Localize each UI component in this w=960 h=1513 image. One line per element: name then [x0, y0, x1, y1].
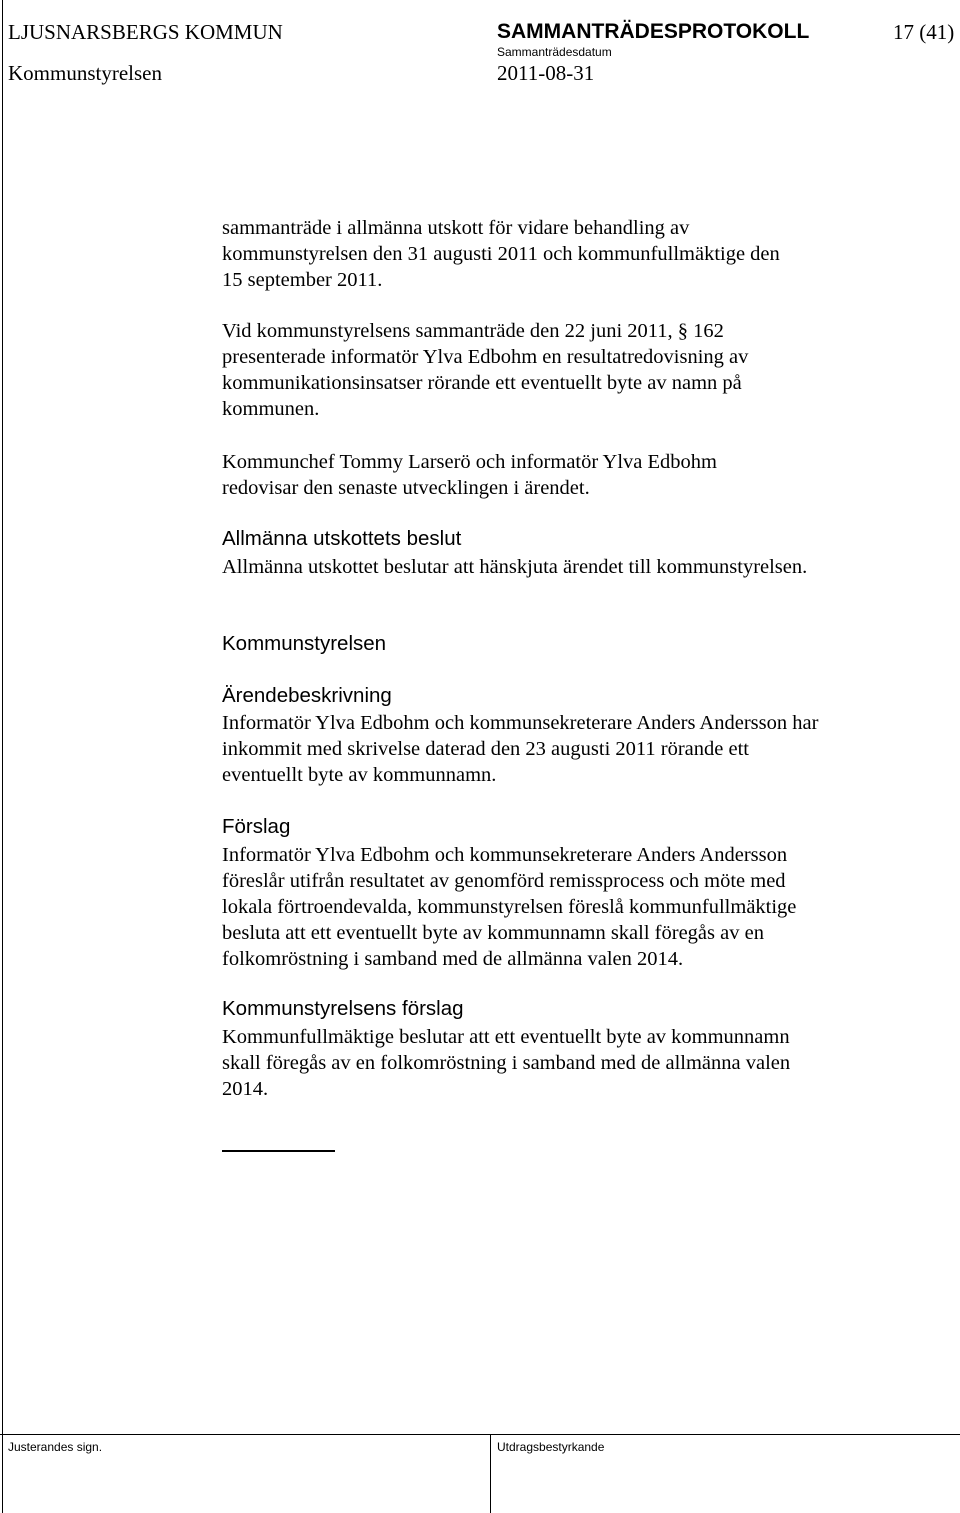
footer-rule: [0, 1434, 960, 1435]
proposal-heading: Förslag: [222, 815, 291, 838]
proposal-line: lokala förtroendevalda, kommunstyrelsen föreslå kommunfullmäktige: [222, 896, 797, 918]
case-description-line: eventuellt byte av kommunnamn.: [222, 764, 497, 786]
adjuster-signature-label: Justerandes sign.: [8, 1440, 103, 1454]
meeting-date: 2011-08-31: [497, 61, 595, 85]
au-decision-heading: Allmänna utskottets beslut: [222, 527, 462, 550]
ks-proposal-line: 2014.: [222, 1078, 269, 1100]
update-paragraph-line: Kommunchef Tommy Larserö och informatör Ylva Edbohm: [222, 451, 718, 473]
ks-proposal-line: skall föregås av en folkomröstning i samband med de allmänna valen: [222, 1052, 791, 1074]
committee-name: Kommunstyrelsen: [8, 61, 162, 85]
previous-meeting-paragraph-line: kommunikationsinsatser rörande ett eventuellt byte av namn på: [222, 372, 742, 394]
case-description-heading: Ärendebeskrivning: [222, 684, 392, 707]
extract-certification-label: Utdragsbestyrkande: [497, 1440, 605, 1454]
footer-divider: [490, 1434, 491, 1513]
au-decision-text: Allmänna utskottet beslutar att hänskjuta ärendet till kommunstyrelsen.: [222, 556, 808, 578]
municipality-name: LJUSNARSBERGS KOMMUN: [8, 20, 283, 44]
intro-paragraph-line: kommunstyrelsen den 31 augusti 2011 och kommunfullmäktige den: [222, 243, 780, 265]
document-title: SAMMANTRÄDESPROTOKOLL: [497, 20, 810, 43]
ks-section-heading: Kommunstyrelsen: [222, 632, 387, 655]
proposal-line: folkomröstning i samband med de allmänna valen 2014.: [222, 948, 684, 970]
previous-meeting-paragraph-line: Vid kommunstyrelsens sammanträde den 22 juni 2011, § 162: [222, 320, 724, 342]
section-end-rule: [222, 1150, 335, 1152]
intro-paragraph-line: 15 september 2011.: [222, 269, 383, 291]
proposal-line: föreslår utifrån resultatet av genomförd remissprocess och möte med: [222, 870, 786, 892]
update-paragraph-line: redovisar den senaste utvecklingen i ärendet.: [222, 477, 590, 499]
ks-proposal-line: Kommunfullmäktige beslutar att ett eventuellt byte av kommunnamn: [222, 1026, 790, 1048]
case-description-line: inkommit med skrivelse daterad den 23 augusti 2011 rörande ett: [222, 738, 749, 760]
previous-meeting-paragraph-line: kommunen.: [222, 398, 320, 420]
ks-proposal-heading: Kommunstyrelsens förslag: [222, 997, 464, 1020]
meeting-date-label: Sammanträdesdatum: [497, 45, 612, 59]
case-description-line: Informatör Ylva Edbohm och kommunsekreterare Anders Andersson har: [222, 712, 819, 734]
proposal-line: besluta att ett eventuellt byte av kommunnamn skall föregås av en: [222, 922, 764, 944]
previous-meeting-paragraph-line: presenterade informatör Ylva Edbohm en resultatredovisning av: [222, 346, 749, 368]
left-margin-rule: [2, 0, 3, 1513]
page-number: 17 (41): [893, 20, 955, 44]
intro-paragraph-line: sammanträde i allmänna utskott för vidare behandling av: [222, 217, 690, 239]
proposal-line: Informatör Ylva Edbohm och kommunsekreterare Anders Andersson: [222, 844, 788, 866]
